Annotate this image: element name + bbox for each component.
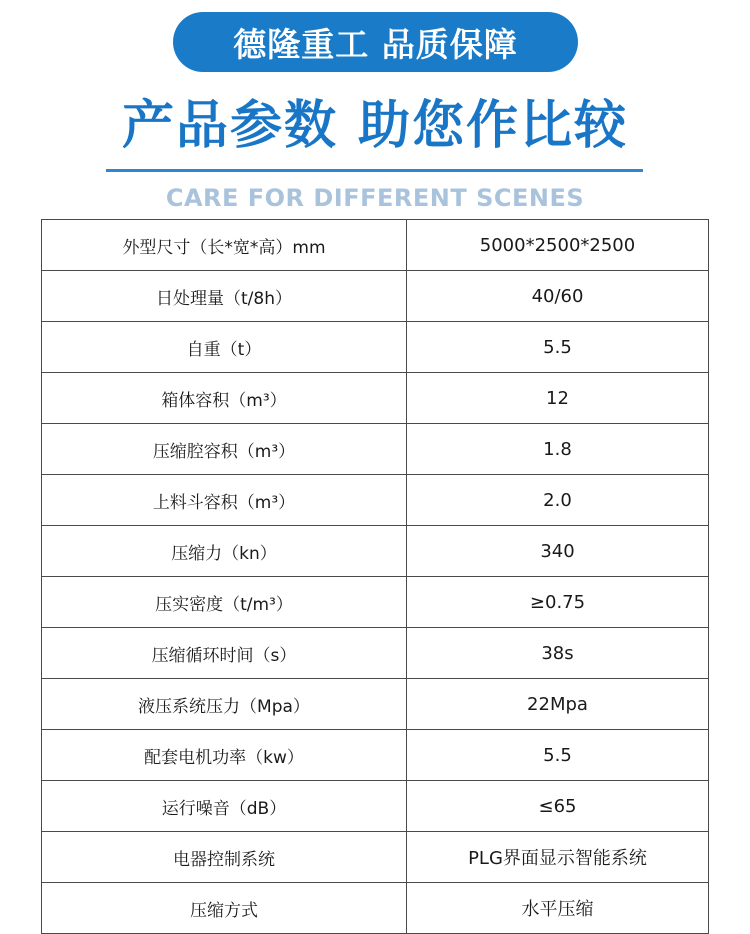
table-row	[42, 730, 709, 781]
table-row	[42, 271, 709, 322]
table-row	[42, 220, 709, 271]
spec-value: 22Mpa	[407, 679, 709, 730]
table-row	[42, 883, 709, 934]
table-row	[42, 424, 709, 475]
spec-label: 压缩循环时间（s）	[42, 628, 407, 679]
spec-table	[41, 219, 709, 934]
spec-value: 5000*2500*2500	[407, 220, 709, 271]
spec-label: 运行噪音（dB）	[42, 781, 407, 832]
brand-banner	[173, 12, 578, 72]
spec-value: PLG界面显示智能系统	[407, 832, 709, 883]
spec-label: 日处理量（t/8h）	[42, 271, 407, 322]
spec-label: 压缩腔容积（m³）	[42, 424, 407, 475]
spec-label: 外型尺寸（长*宽*高）mm	[42, 220, 407, 271]
spec-value: ≥0.75	[407, 577, 709, 628]
spec-label: 上料斗容积（m³）	[42, 475, 407, 526]
spec-value: 水平压缩	[407, 883, 709, 934]
table-row	[42, 781, 709, 832]
spec-label: 配套电机功率（kw）	[42, 730, 407, 781]
table-row	[42, 322, 709, 373]
spec-value: 5.5	[407, 730, 709, 781]
spec-label: 液压系统压力（Mpa）	[42, 679, 407, 730]
spec-label: 箱体容积（m³）	[42, 373, 407, 424]
spec-value: 1.8	[407, 424, 709, 475]
spec-label: 自重（t）	[42, 322, 407, 373]
table-row	[42, 526, 709, 577]
spec-value: 340	[407, 526, 709, 577]
spec-label: 压缩力（kn）	[42, 526, 407, 577]
table-row	[42, 679, 709, 730]
spec-value: ≤65	[407, 781, 709, 832]
subtitle: CARE FOR DIFFERENT SCENES	[165, 184, 585, 212]
spec-value: 12	[407, 373, 709, 424]
table-row	[42, 577, 709, 628]
spec-label: 压实密度（t/m³）	[42, 577, 407, 628]
table-row	[42, 628, 709, 679]
page-title: 产品参数 助您作比较	[121, 95, 629, 156]
spec-value: 5.5	[407, 322, 709, 373]
table-row	[42, 475, 709, 526]
spec-label: 压缩方式	[42, 883, 407, 934]
brand-banner-text: 德隆重工 品质保障	[233, 24, 518, 64]
spec-label: 电器控制系统	[42, 832, 407, 883]
table-row	[42, 832, 709, 883]
spec-value: 2.0	[407, 475, 709, 526]
spec-value: 38s	[407, 628, 709, 679]
title-divider	[106, 169, 643, 172]
table-row	[42, 373, 709, 424]
spec-value: 40/60	[407, 271, 709, 322]
